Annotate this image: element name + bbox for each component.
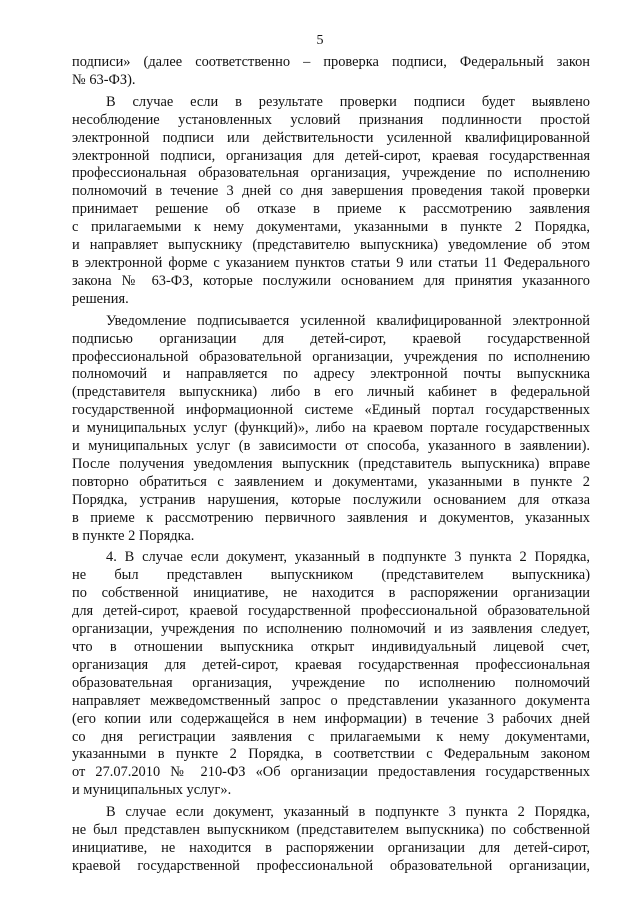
text-line: и направляет выпускнику (представителю выпускника) уведомление об этом: [72, 237, 590, 254]
text-line: для детей-сирот, краевой государственной профессиональной образовательной: [72, 603, 590, 620]
text-line: образовательная организация, учреждение по исполнению полномочий: [72, 674, 590, 691]
text-line: электронной подписи, организация для детей-сирот, краевая государственная: [72, 147, 590, 164]
text-line: Порядка, устранив нарушения, которые послужили основанием для отказа: [72, 491, 590, 508]
text-line: не был представлен выпускником (представителем выпускника): [72, 567, 590, 584]
text-line: с прилагаемыми к нему документами, указанными в пункте 2 Порядка,: [72, 219, 590, 236]
text-line: от 27.07.2010 № 210-ФЗ «Об организации предоставления государственных: [72, 764, 590, 781]
paragraph: [72, 549, 590, 800]
text-line: указанными в пункте 2 Порядка, в соответствии с Федеральным законом: [72, 746, 590, 763]
page-number: 5: [316, 33, 324, 48]
text-line: в приеме к рассмотрению первичного заявления и документов, указанных: [72, 509, 590, 526]
text-line: Уведомление подписывается усиленной квалифицированной электронной: [106, 312, 590, 329]
text-line: После получения уведомления выпускник (представитель выпускника) вправе: [72, 455, 590, 472]
text-line: организации, учреждения по исполнению полномочий и из заявления следует,: [72, 621, 590, 638]
text-line: и муниципальных услуг (функций)», либо на краевом портале государственных: [72, 420, 590, 437]
text-line: решения.: [72, 290, 129, 307]
text-line: направляет межведомственный запрос о представлении указанного документа: [72, 692, 590, 709]
document-body: [72, 54, 590, 876]
text-line: полномочий и направляется по адресу электронной почты выпускника: [72, 366, 590, 383]
text-line: повторно обратиться с заявлением и документами, указанными в пункте 2: [72, 473, 590, 490]
text-line: инициативе, не находится в распоряжении организации для детей-сирот,: [72, 839, 590, 856]
text-line: государственной информационной системе «Единый портал государственных: [72, 402, 590, 419]
text-line: в электронной форме с указанием пунктов статьи 9 или статьи 11 Федерального: [72, 254, 590, 271]
text-line: № 63-ФЗ).: [72, 71, 136, 88]
text-line: профессиональная образовательная организация, учреждение по исполнению: [72, 165, 590, 182]
text-line: и муниципальных услуг».: [72, 782, 232, 799]
text-line: принимает решение об отказе в приеме к рассмотрению заявления: [72, 201, 590, 218]
text-line: краевой государственной профессиональной образовательной организации,: [72, 857, 590, 874]
paragraph: [72, 94, 590, 309]
text-line: и муниципальных услуг (в зависимости от способа, указанного в заявлении).: [72, 438, 590, 455]
text-line: организация для детей-сирот, краевая государственная профессиональная: [72, 656, 590, 673]
text-line: полномочий в течение 3 дней со дня завершения проведения такой проверки: [72, 183, 590, 200]
text-line: В случае если документ, указанный в подпункте 3 пункта 2 Порядка,: [106, 804, 590, 821]
text-line: 4. В случае если документ, указанный в подпункте 3 пункта 2 Порядка,: [106, 549, 590, 566]
text-line: закона № 63-ФЗ, которые послужили основанием для принятия указанного: [72, 272, 590, 289]
text-line: несоблюдение установленных условий признания подлинности простой: [72, 111, 590, 128]
text-line: В случае если в результате проверки подписи будет выявлено: [106, 93, 590, 110]
text-line: (его копии или содержащейся в нем информации) в течение 3 рабочих дней: [72, 710, 590, 727]
text-line: электронной подписи или действительности усиленной квалифицированной: [72, 129, 590, 146]
text-line: что в отношении выпускника открыт индивидуальный лицевой счет,: [72, 639, 590, 655]
paragraph: [72, 54, 590, 90]
paragraph: [72, 804, 590, 876]
text-line: подписи» (далее соответственно – проверка подписи, Федеральный закон: [72, 54, 590, 70]
text-line: со дня регистрации заявления с прилагаемыми к нему документами,: [72, 728, 590, 745]
text-line: подписью организации для детей-сирот, краевой государственной: [72, 330, 590, 347]
text-line: (представителя выпускника) либо в его личный кабинет в федеральной: [72, 384, 590, 401]
text-line: в пункте 2 Порядка.: [72, 527, 195, 544]
text-line: не был представлен выпускником (представителем выпускника) по собственной: [72, 822, 590, 839]
text-line: по собственной инициативе, не находится в распоряжении организации: [72, 585, 590, 602]
text-line: профессиональной образовательной организации, учреждения по исполнению: [72, 348, 590, 365]
paragraph: [72, 313, 590, 546]
